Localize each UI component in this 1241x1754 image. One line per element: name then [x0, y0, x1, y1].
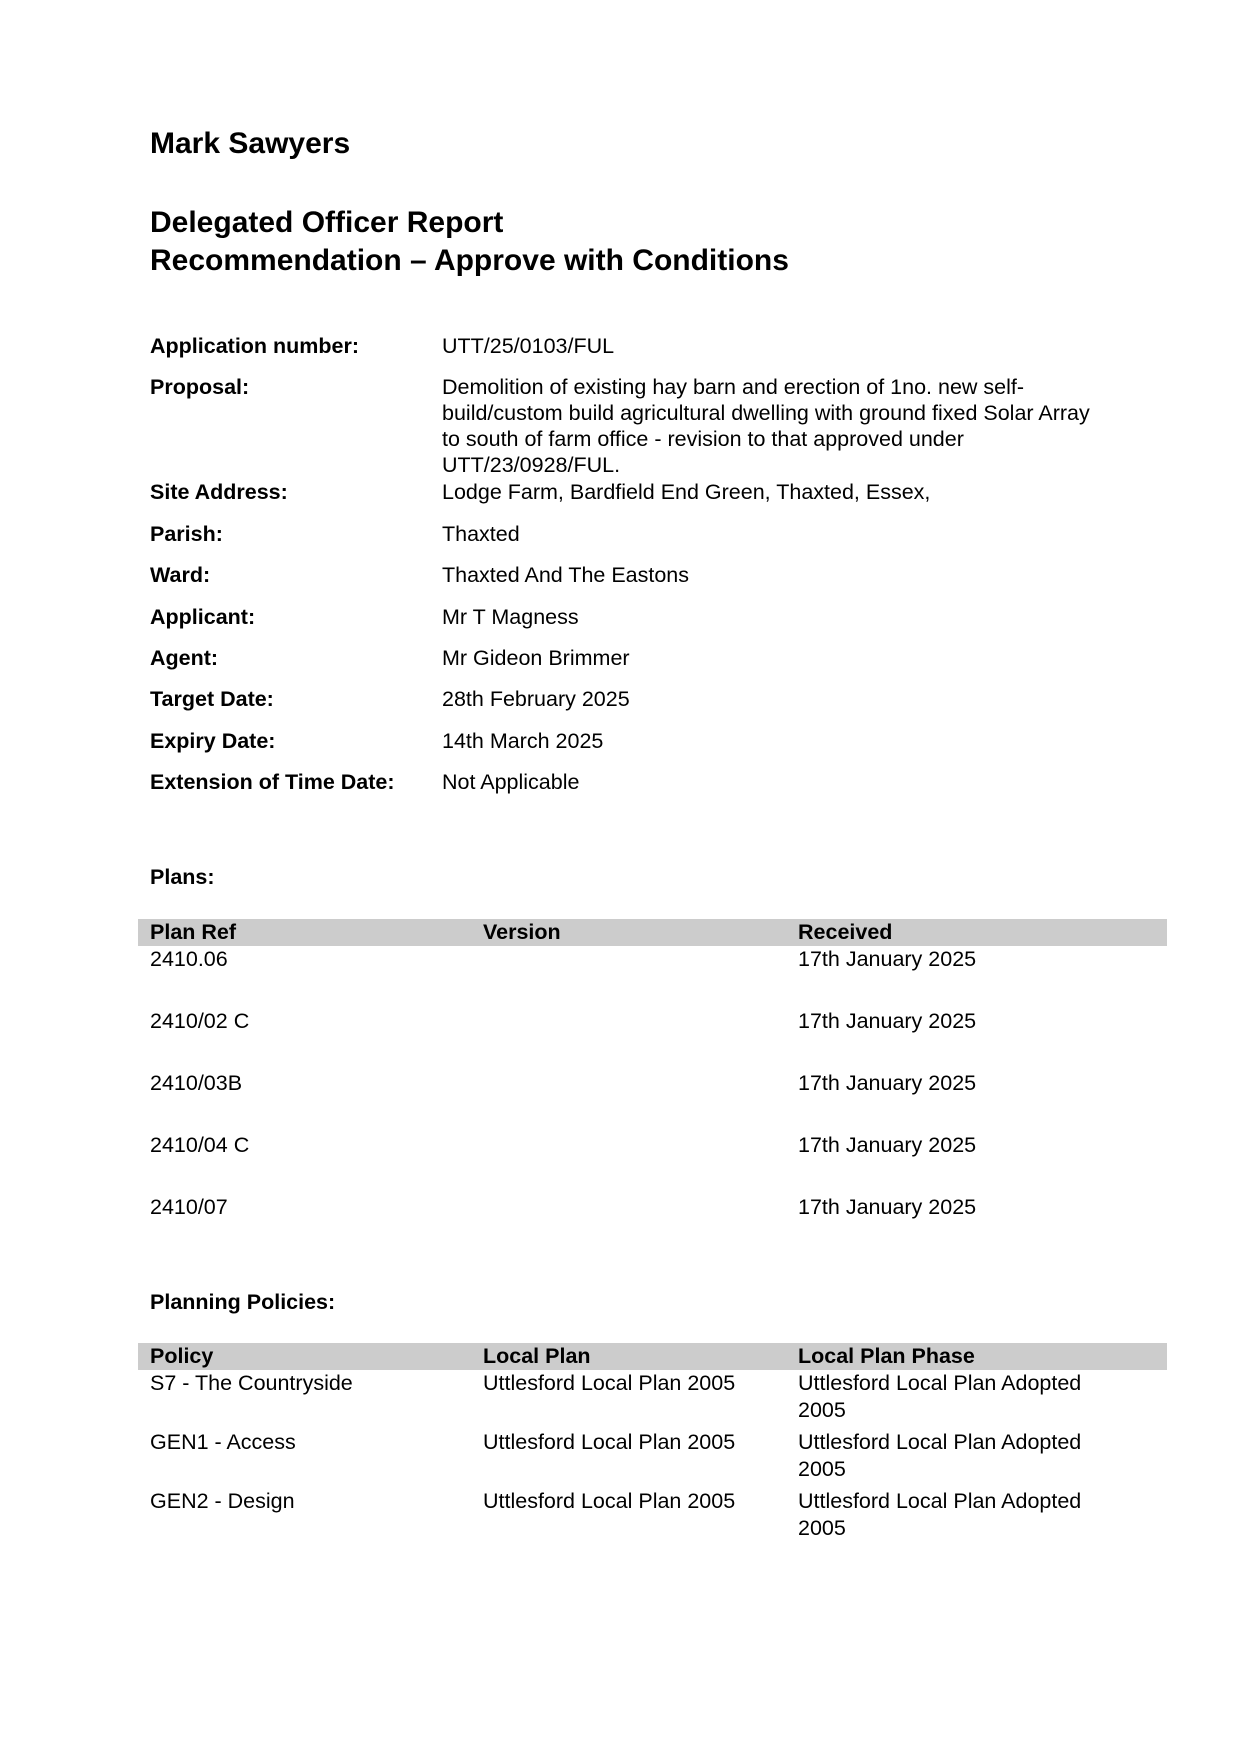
version-cell — [483, 1132, 798, 1194]
table-row — [138, 946, 1167, 1008]
received-cell: 17th January 2025 — [798, 1133, 977, 1157]
plans-table-header — [138, 919, 1167, 946]
detail-label: Target Date: — [150, 687, 274, 712]
detail-row-extension-date — [150, 769, 1090, 810]
table-row — [138, 1488, 1167, 1547]
version-cell — [483, 1008, 798, 1070]
column-header-local-plan-phase: Local Plan Phase — [798, 1344, 975, 1368]
detail-label: Ward: — [150, 563, 211, 588]
table-row — [138, 1194, 1167, 1256]
plan-ref-cell: 2410/04 C — [150, 1133, 250, 1157]
detail-row-target-date — [150, 686, 1090, 727]
detail-value: Thaxted — [442, 521, 520, 546]
policy-cell: GEN2 - Design — [150, 1489, 295, 1513]
received-cell: 17th January 2025 — [798, 1195, 977, 1219]
column-header-policy: Policy — [150, 1344, 214, 1368]
detail-row-agent — [150, 645, 1090, 686]
received-cell: 17th January 2025 — [798, 947, 977, 971]
officer-name: Mark Sawyers — [150, 127, 351, 160]
local-plan-phase-cell: Uttlesford Local Plan Adopted 2005 — [798, 1489, 1082, 1540]
plan-ref-cell: 2410/03B — [150, 1071, 243, 1095]
plan-ref-cell: 2410.06 — [150, 947, 228, 971]
detail-value: Demolition of existing hay barn and erection of 1no. new self-build/custom build agricultural dwelling with ground fixed Solar Array to south of farm office - revision to that approved under UTT/23/0928/FUL. — [442, 375, 1090, 478]
detail-label: Proposal: — [150, 375, 250, 400]
plans-table — [138, 919, 1167, 1256]
detail-label: Application number: — [150, 334, 360, 358]
policy-cell: GEN1 - Access — [150, 1430, 296, 1454]
column-header-local-plan: Local Plan — [483, 1344, 591, 1368]
detail-row-applicant — [150, 604, 1090, 645]
detail-label: Applicant: — [150, 604, 256, 629]
planning-policies-heading: Planning Policies: — [150, 1290, 336, 1314]
policy-cell: S7 - The Countryside — [150, 1371, 353, 1395]
received-cell: 17th January 2025 — [798, 1009, 977, 1033]
detail-row-parish — [150, 521, 1090, 562]
table-row — [138, 1429, 1167, 1488]
table-row — [138, 1132, 1167, 1194]
detail-value: Not Applicable — [442, 770, 580, 795]
column-header-received: Received — [798, 920, 893, 944]
plan-ref-cell: 2410/07 — [150, 1195, 228, 1219]
detail-value: 14th March 2025 — [442, 728, 604, 753]
detail-label: Extension of Time Date: — [150, 770, 395, 795]
detail-value: Mr Gideon Brimmer — [442, 645, 630, 670]
received-cell: 17th January 2025 — [798, 1071, 977, 1095]
detail-label: Agent: — [150, 645, 219, 670]
detail-label: Expiry Date: — [150, 728, 276, 753]
detail-value: Lodge Farm, Bardfield End Green, Thaxted, Essex, — [442, 480, 931, 505]
plans-heading: Plans: — [150, 865, 215, 889]
column-header-plan-ref: Plan Ref — [150, 920, 237, 944]
detail-row-expiry-date — [150, 728, 1090, 769]
detail-value: UTT/25/0103/FUL — [442, 334, 615, 358]
local-plan-cell: Uttlesford Local Plan 2005 — [483, 1430, 736, 1454]
detail-row-application-number — [150, 333, 1090, 374]
table-row — [138, 1070, 1167, 1132]
local-plan-cell: Uttlesford Local Plan 2005 — [483, 1371, 736, 1395]
table-row — [138, 1370, 1167, 1429]
version-cell — [483, 946, 798, 1008]
detail-value: Thaxted And The Eastons — [442, 563, 690, 588]
version-cell — [483, 1070, 798, 1132]
planning-policies-table — [138, 1343, 1167, 1547]
detail-value: 28th February 2025 — [442, 687, 630, 712]
column-header-version: Version — [483, 920, 561, 944]
detail-value: Mr T Magness — [442, 604, 579, 629]
local-plan-cell: Uttlesford Local Plan 2005 — [483, 1489, 736, 1513]
plan-ref-cell: 2410/02 C — [150, 1009, 250, 1033]
report-title — [150, 204, 789, 280]
detail-label: Site Address: — [150, 480, 288, 505]
detail-row-ward — [150, 562, 1090, 603]
recommendation-line: Recommendation – Approve with Conditions — [150, 244, 789, 277]
detail-row-site-address — [150, 479, 1090, 520]
local-plan-phase-cell: Uttlesford Local Plan Adopted 2005 — [798, 1430, 1082, 1481]
local-plan-phase-cell: Uttlesford Local Plan Adopted 2005 — [798, 1371, 1082, 1422]
version-cell — [483, 1194, 798, 1256]
detail-label: Parish: — [150, 521, 223, 546]
detail-row-proposal — [150, 374, 1090, 479]
policies-table-header — [138, 1343, 1167, 1370]
table-row — [138, 1008, 1167, 1070]
report-title-line-1: Delegated Officer Report — [150, 206, 504, 239]
application-details — [150, 333, 1090, 811]
